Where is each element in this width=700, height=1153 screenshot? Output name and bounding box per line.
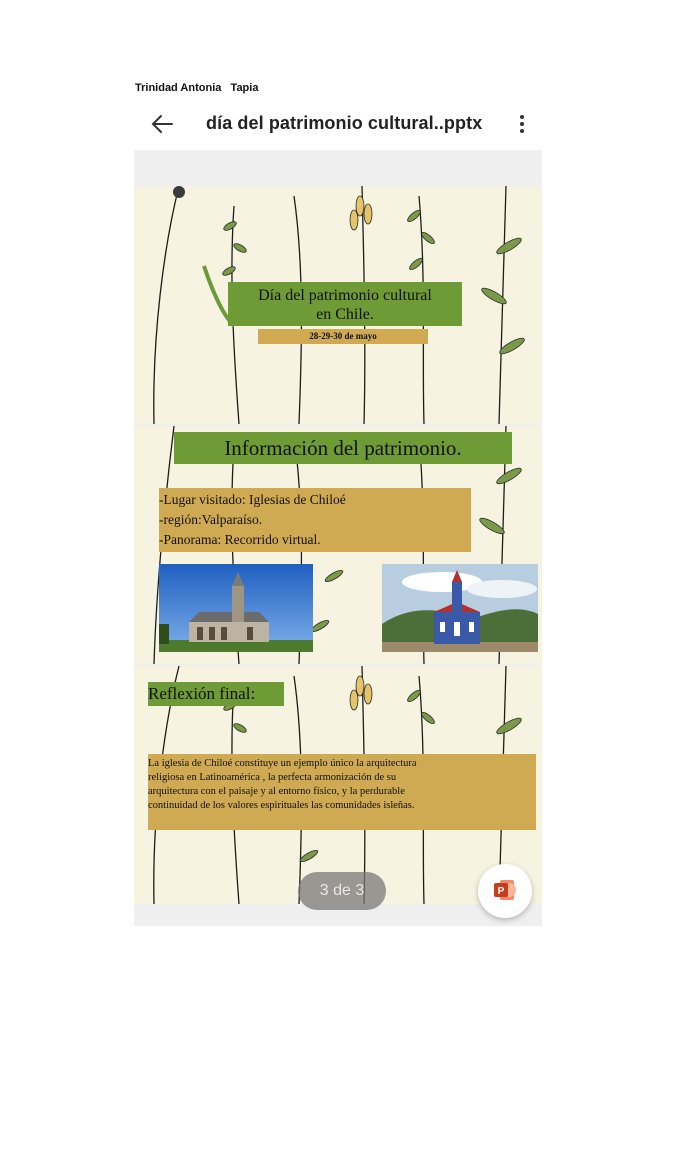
slide1-title-line2: en Chile. xyxy=(316,306,374,323)
info-line-region: -región:Valparaíso. xyxy=(159,512,263,527)
slide1-title-line1: Día del patrimonio cultural xyxy=(258,287,432,304)
slide2-title: Información del patrimonio. xyxy=(224,436,462,460)
slide3-title-box xyxy=(148,682,284,706)
slide3-body-box xyxy=(148,754,536,830)
page-indicator: 3 de 3 xyxy=(298,872,386,910)
slide2-info-box xyxy=(159,488,471,552)
slide1-date: 28-29-30 de mayo xyxy=(309,331,377,341)
arrow-left-icon xyxy=(148,110,176,138)
slide1-title-box xyxy=(228,282,462,326)
app-bar xyxy=(134,100,542,150)
slide-viewer[interactable] xyxy=(134,150,542,926)
body-line-3: arquitectura con el paisaje y al entorno físico, y la perdurable xyxy=(148,786,405,797)
church-photo-1 xyxy=(159,564,313,652)
file-title: día del patrimonio cultural..pptx xyxy=(206,113,483,133)
slide3-title: Reflexión final: xyxy=(148,684,256,703)
more-vert-icon xyxy=(520,115,524,119)
open-in-powerpoint-button[interactable] xyxy=(478,864,532,918)
info-line-panorama: -Panorama: Recorrido virtual. xyxy=(159,532,321,547)
more-options-button[interactable] xyxy=(512,112,532,138)
body-line-2: religiosa en Latinoamérica , la perfecta armonización de su xyxy=(148,772,397,783)
slide2-title-box xyxy=(174,432,512,464)
slide-2[interactable] xyxy=(134,426,542,664)
body-line-1: La iglesia de Chiloé constituye un ejemplo único la arquitectura xyxy=(148,758,417,769)
info-line-place: -Lugar visitado: Iglesias de Chiloé xyxy=(159,492,346,507)
author-name: Trinidad Antonia Tapia xyxy=(135,82,259,94)
back-button[interactable] xyxy=(148,110,176,138)
powerpoint-icon xyxy=(478,864,532,918)
church-photo-2 xyxy=(382,564,538,652)
svg-text:P: P xyxy=(497,886,505,897)
slide1-date-box xyxy=(258,329,428,344)
slide-1[interactable] xyxy=(134,186,542,424)
body-line-4: continuidad de los valores espirituales las comunidades isleñas. xyxy=(148,800,415,811)
